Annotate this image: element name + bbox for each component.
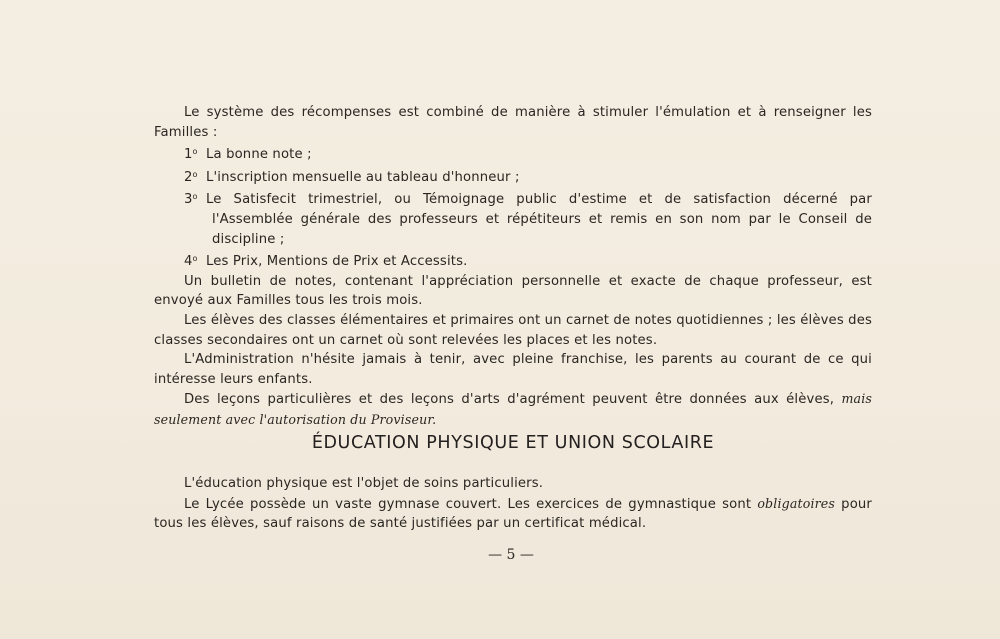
rewards-block [154, 103, 872, 431]
page-number: — 5 — [488, 547, 534, 563]
intro-paragraph: Le système des récompenses est combiné de manière à stimuler l'émulation et à renseigner les Familles : [154, 105, 872, 140]
item-text: Les Prix, Mentions de Prix et Accessits. [206, 254, 468, 270]
item-number: 3 [184, 192, 193, 208]
section-title: ÉDUCATION PHYSIQUE ET UNION SCOLAIRE [311, 433, 715, 453]
item-number: 2 [184, 169, 193, 185]
gymnasium-italic-text: obligatoires [757, 495, 836, 511]
item-number: 1 [184, 147, 193, 163]
physical-education-block [154, 474, 872, 534]
item-text: L'inscription mensuelle au tableau d'honneur ; [206, 169, 520, 185]
lessons-text: Des leçons particulières et des leçons d'arts d'agrément peuvent être données aux élèves, [184, 392, 842, 408]
gymnasium-paragraph [154, 494, 872, 534]
item-ordinal: o [192, 192, 198, 202]
list-item [154, 165, 872, 188]
gymnasium-text: Le Lycée possède un vaste gymnase couvert. Les exercices de gymnastique sont [184, 496, 758, 512]
physical-education-paragraph: L'éducation physique est l'objet de soins particuliers. [184, 476, 544, 491]
item-number: 4 [184, 254, 193, 270]
gymnasium-text-rest: pour tous les élèves, sauf raisons de santé justifiées par un certificat médical. [154, 496, 872, 532]
lessons-paragraph [154, 389, 872, 430]
administration-paragraph: L'Administration n'hésite jamais à tenir, avec pleine franchise, les parents au courant de ce qui intéresse leurs enfants. [154, 352, 872, 387]
list-item [154, 142, 872, 165]
list-item [154, 249, 872, 272]
bulletin-paragraph: Un bulletin de notes, contenant l'appréciation personnelle et exacte de chaque professeur, est envoyé aux Familles tous les trois mois. [154, 273, 872, 309]
lessons-italic-text: mais seulement avec l'autorisation du Proviseur. [154, 391, 872, 427]
item-text: La bonne note ; [206, 147, 312, 163]
item-ordinal: o [192, 254, 198, 264]
item-text: Le Satisfecit trimestriel, ou Témoignage public d'estime et de satisfaction décerné par l'Assemblée générale des professeurs et répétiteurs et remis en son nom par le Conseil de discipline ; [206, 192, 872, 247]
list-item [154, 187, 872, 249]
notebook-paragraph: Les élèves des classes élémentaires et primaires ont un carnet de notes quotidiennes ; les élèves des classes secondaires ont un carnet où sont relevées les places et les notes. [154, 312, 872, 348]
item-ordinal: o [192, 169, 198, 179]
item-ordinal: o [192, 147, 198, 157]
